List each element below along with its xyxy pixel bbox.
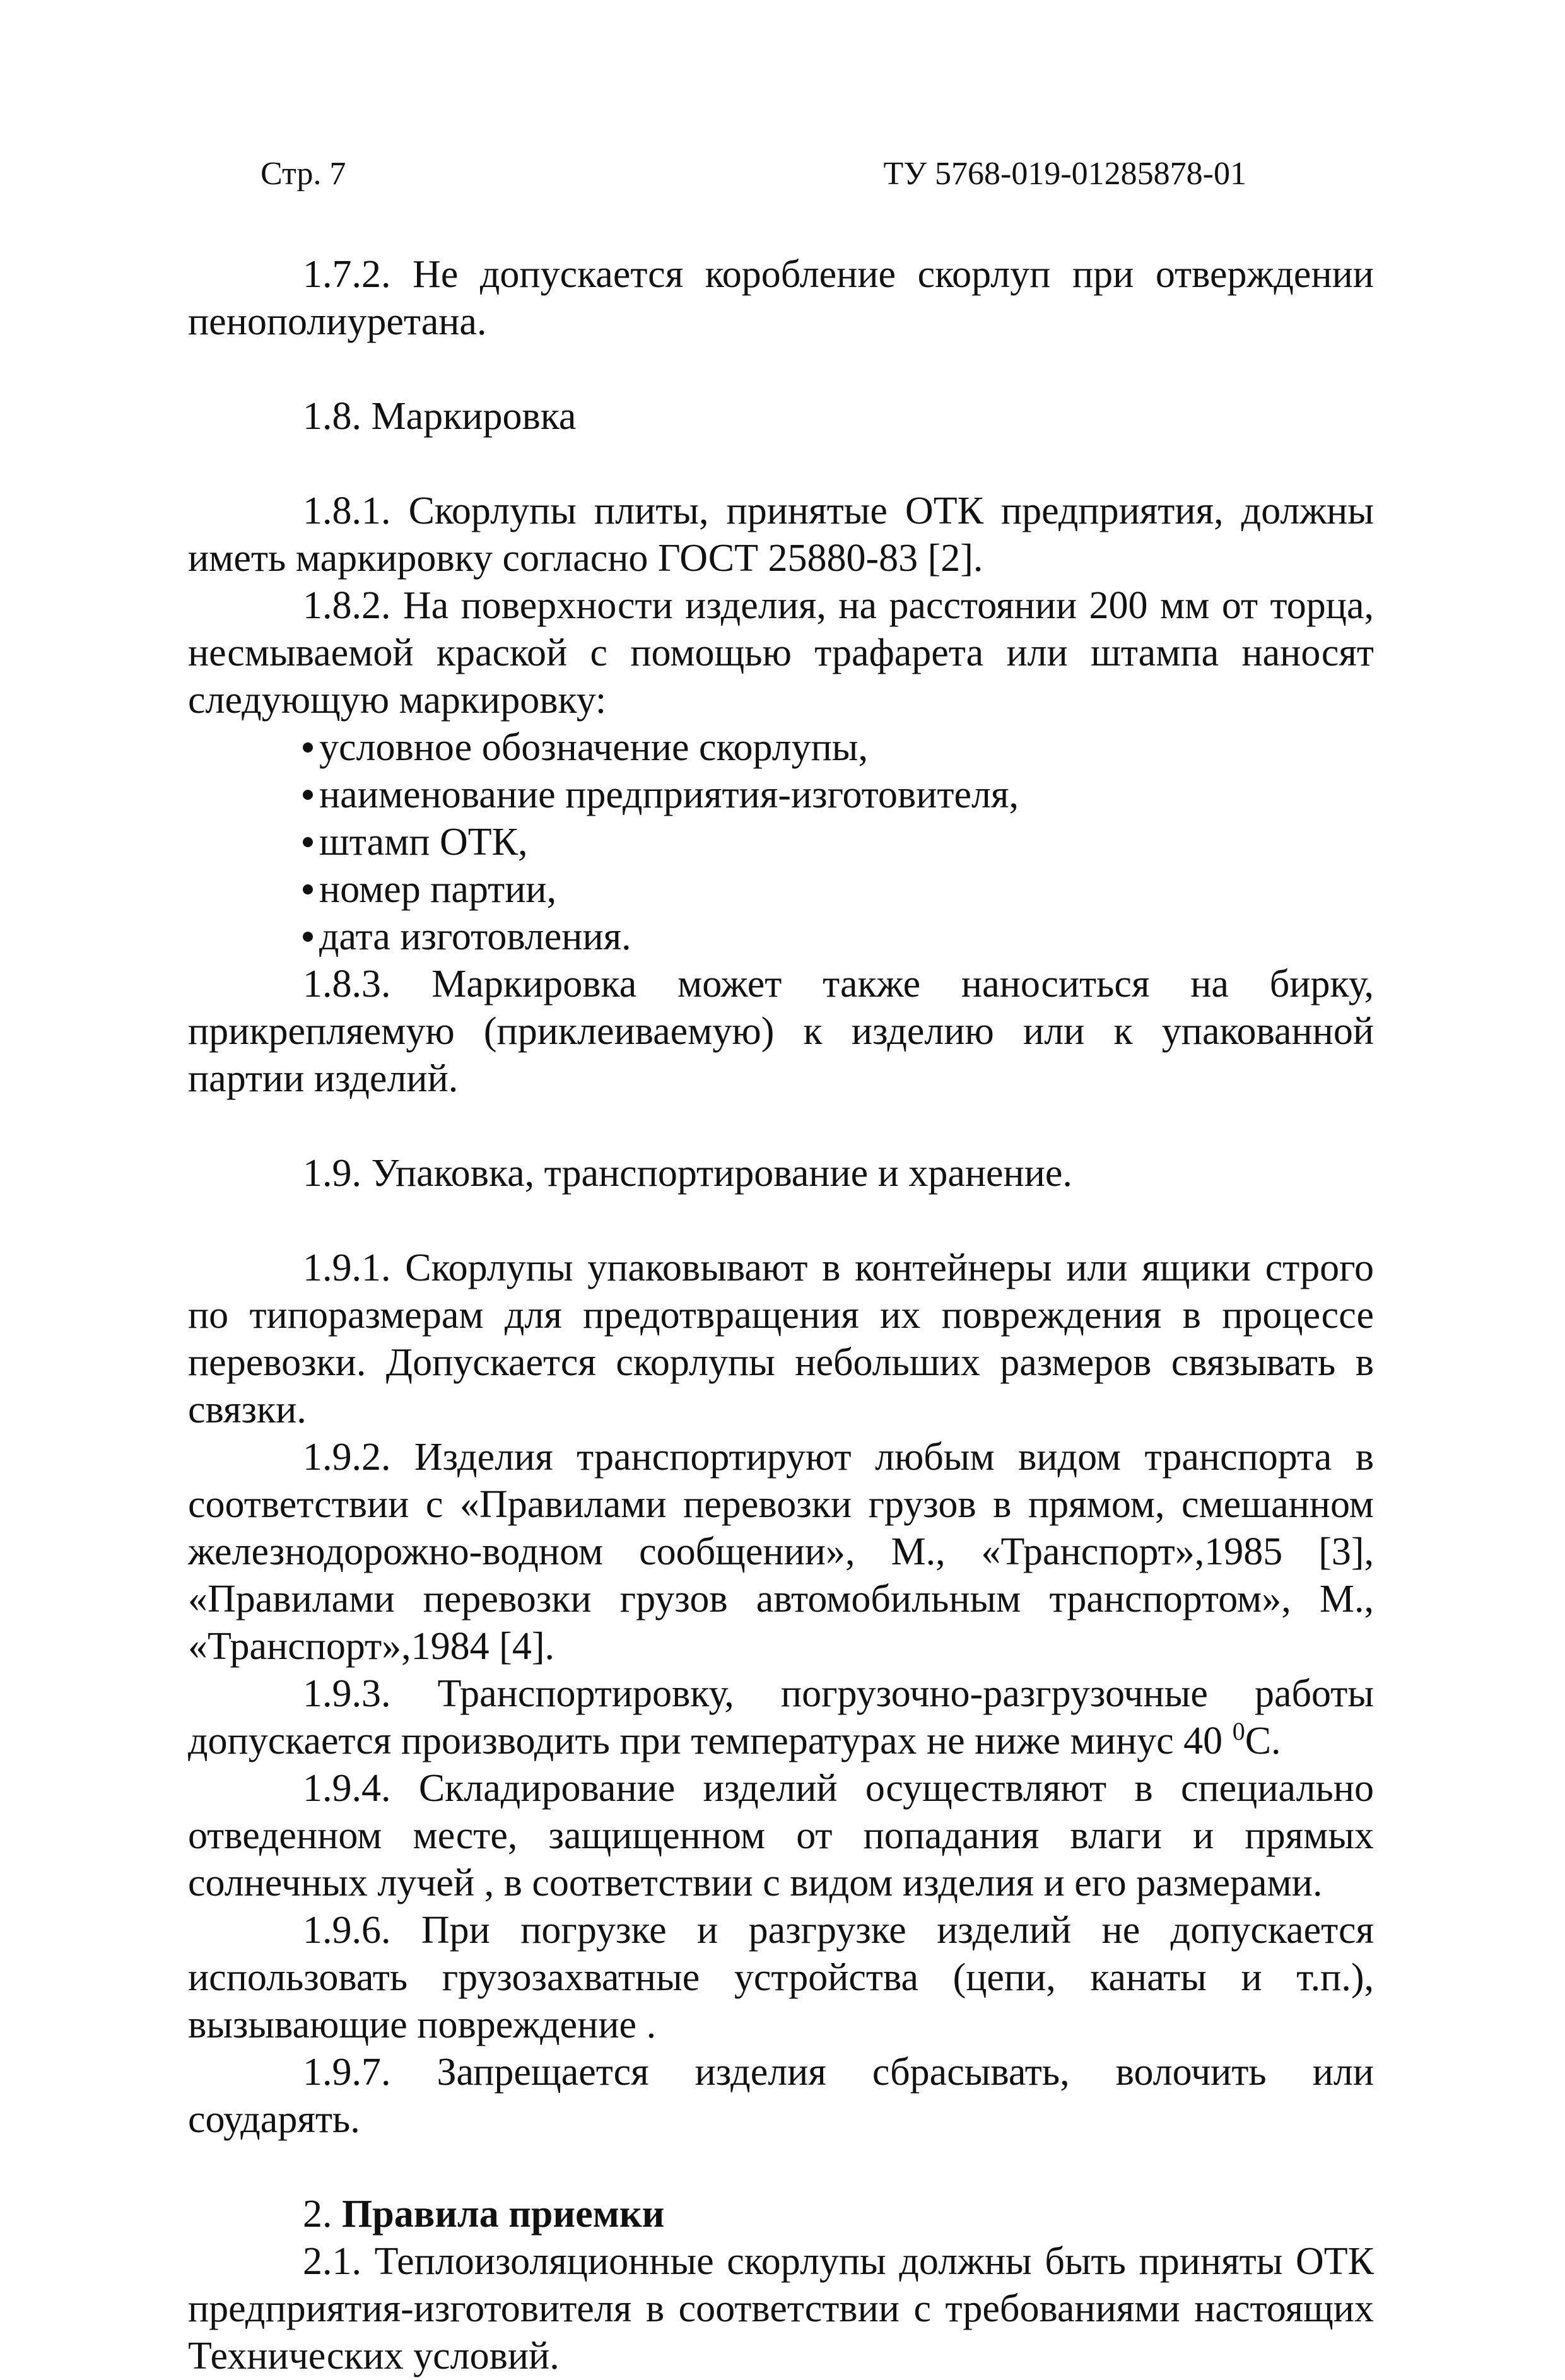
list-item-text: условное обозначение скорлупы, [319, 726, 868, 769]
paragraph-1-9-2: 1.9.2. Изделия транспортируют любым видом транспорта в соответствии с «Правилами перевозки грузов в прямом, смешанном железнодорожно-водном сообщении», М., «Транспорт»,1985 [3], «Правилами перевозки грузов автомобильным транспортом», М., «Транспорт»,1984 [4]. [188, 1436, 1374, 1668]
list-item [303, 724, 1374, 771]
paragraph-1-7-2: 1.7.2. Не допускается коробление скорлуп при отверждении пенополиуретана. [188, 253, 1374, 343]
section-heading-2 [188, 2191, 1374, 2238]
paragraph-1-9-6: 1.9.6. При погрузке и разгрузке изделий не допускается использовать грузозахватные устройства (цепи, канаты и т.п.), вызывающие повреждение . [188, 1909, 1374, 2046]
section-heading-1-9: 1.9. Упаковка, транспортирование и хранение. [303, 1152, 1072, 1195]
bullet-icon [303, 884, 313, 894]
list-item-text: штамп ОТК, [319, 821, 528, 864]
marking-list [188, 724, 1374, 961]
list-item-text: дата изготовления. [319, 915, 631, 958]
list-item-text: наименование предприятия-изготовителя, [319, 773, 1019, 816]
list-item [303, 866, 1374, 913]
paragraph-1-9-4: 1.9.4. Складирование изделий осуществляют в специально отведенном месте, защищенном от попадания влаги и прямых солнечных лучей , в соответствии с видом изделия и его размерами. [188, 1767, 1374, 1904]
paragraph-1-8-3: 1.8.3. Маркировка может также наноситься на бирку, прикрепляемую (приклеиваемую) к изделию или к упакованной партии изделий. [188, 963, 1374, 1100]
paragraph-1-9-3 [188, 1670, 1374, 1765]
paragraph-1-9-1: 1.9.1. Скорлупы упаковывают в контейнеры или ящики строго по типоразмерам для предотвращения их повреждения в процессе перевозки. Допускается скорлупы небольших размеров связывать в связки. [188, 1246, 1374, 1431]
document-code: ТУ 5768-019-01285878-01 [883, 156, 1246, 192]
bullet-icon [303, 790, 313, 800]
page-number: Стр. 7 [261, 156, 346, 192]
paragraph-1-8-2: 1.8.2. На поверхности изделия, на расстоянии 200 мм от торца, несмываемой краской с помощью трафарета или штампа наносят следующую маркировку: [188, 584, 1374, 722]
section-heading-2-title: Правила приемки [342, 2193, 665, 2236]
section-heading-1-8: 1.8. Маркировка [303, 395, 577, 438]
paragraph-1-9-3-text: 1.9.3. Транспортировку, погрузочно-разгрузочные работы допускается производить при температурах не ниже минус 40 [188, 1672, 1374, 1762]
paragraph-1-8-1: 1.8.1. Скорлупы плиты, принятые ОТК предприятия, должны иметь маркировку согласно ГОСТ 25880-83 [2]. [188, 489, 1374, 580]
paragraph-2-1: 2.1. Теплоизоляционные скорлупы должны быть приняты ОТК предприятия-изготовителя в соответствии с требованиями настоящих Технических условий. [188, 2240, 1374, 2377]
bullet-icon [303, 742, 313, 753]
bullet-icon [303, 837, 313, 847]
section-heading-2-number: 2. [303, 2193, 342, 2236]
paragraph-1-9-7: 1.9.7. Запрещается изделия сбрасывать, волочить или соударять. [188, 2051, 1374, 2141]
list-item [303, 913, 1374, 961]
document-body [188, 251, 1374, 2380]
bullet-icon [303, 932, 313, 942]
list-item-text: номер партии, [319, 868, 557, 911]
paragraph-1-9-3-unit: С. [1245, 1720, 1281, 1762]
degree-superscript: 0 [1232, 1717, 1245, 1745]
list-item [303, 771, 1374, 819]
list-item [303, 819, 1374, 866]
